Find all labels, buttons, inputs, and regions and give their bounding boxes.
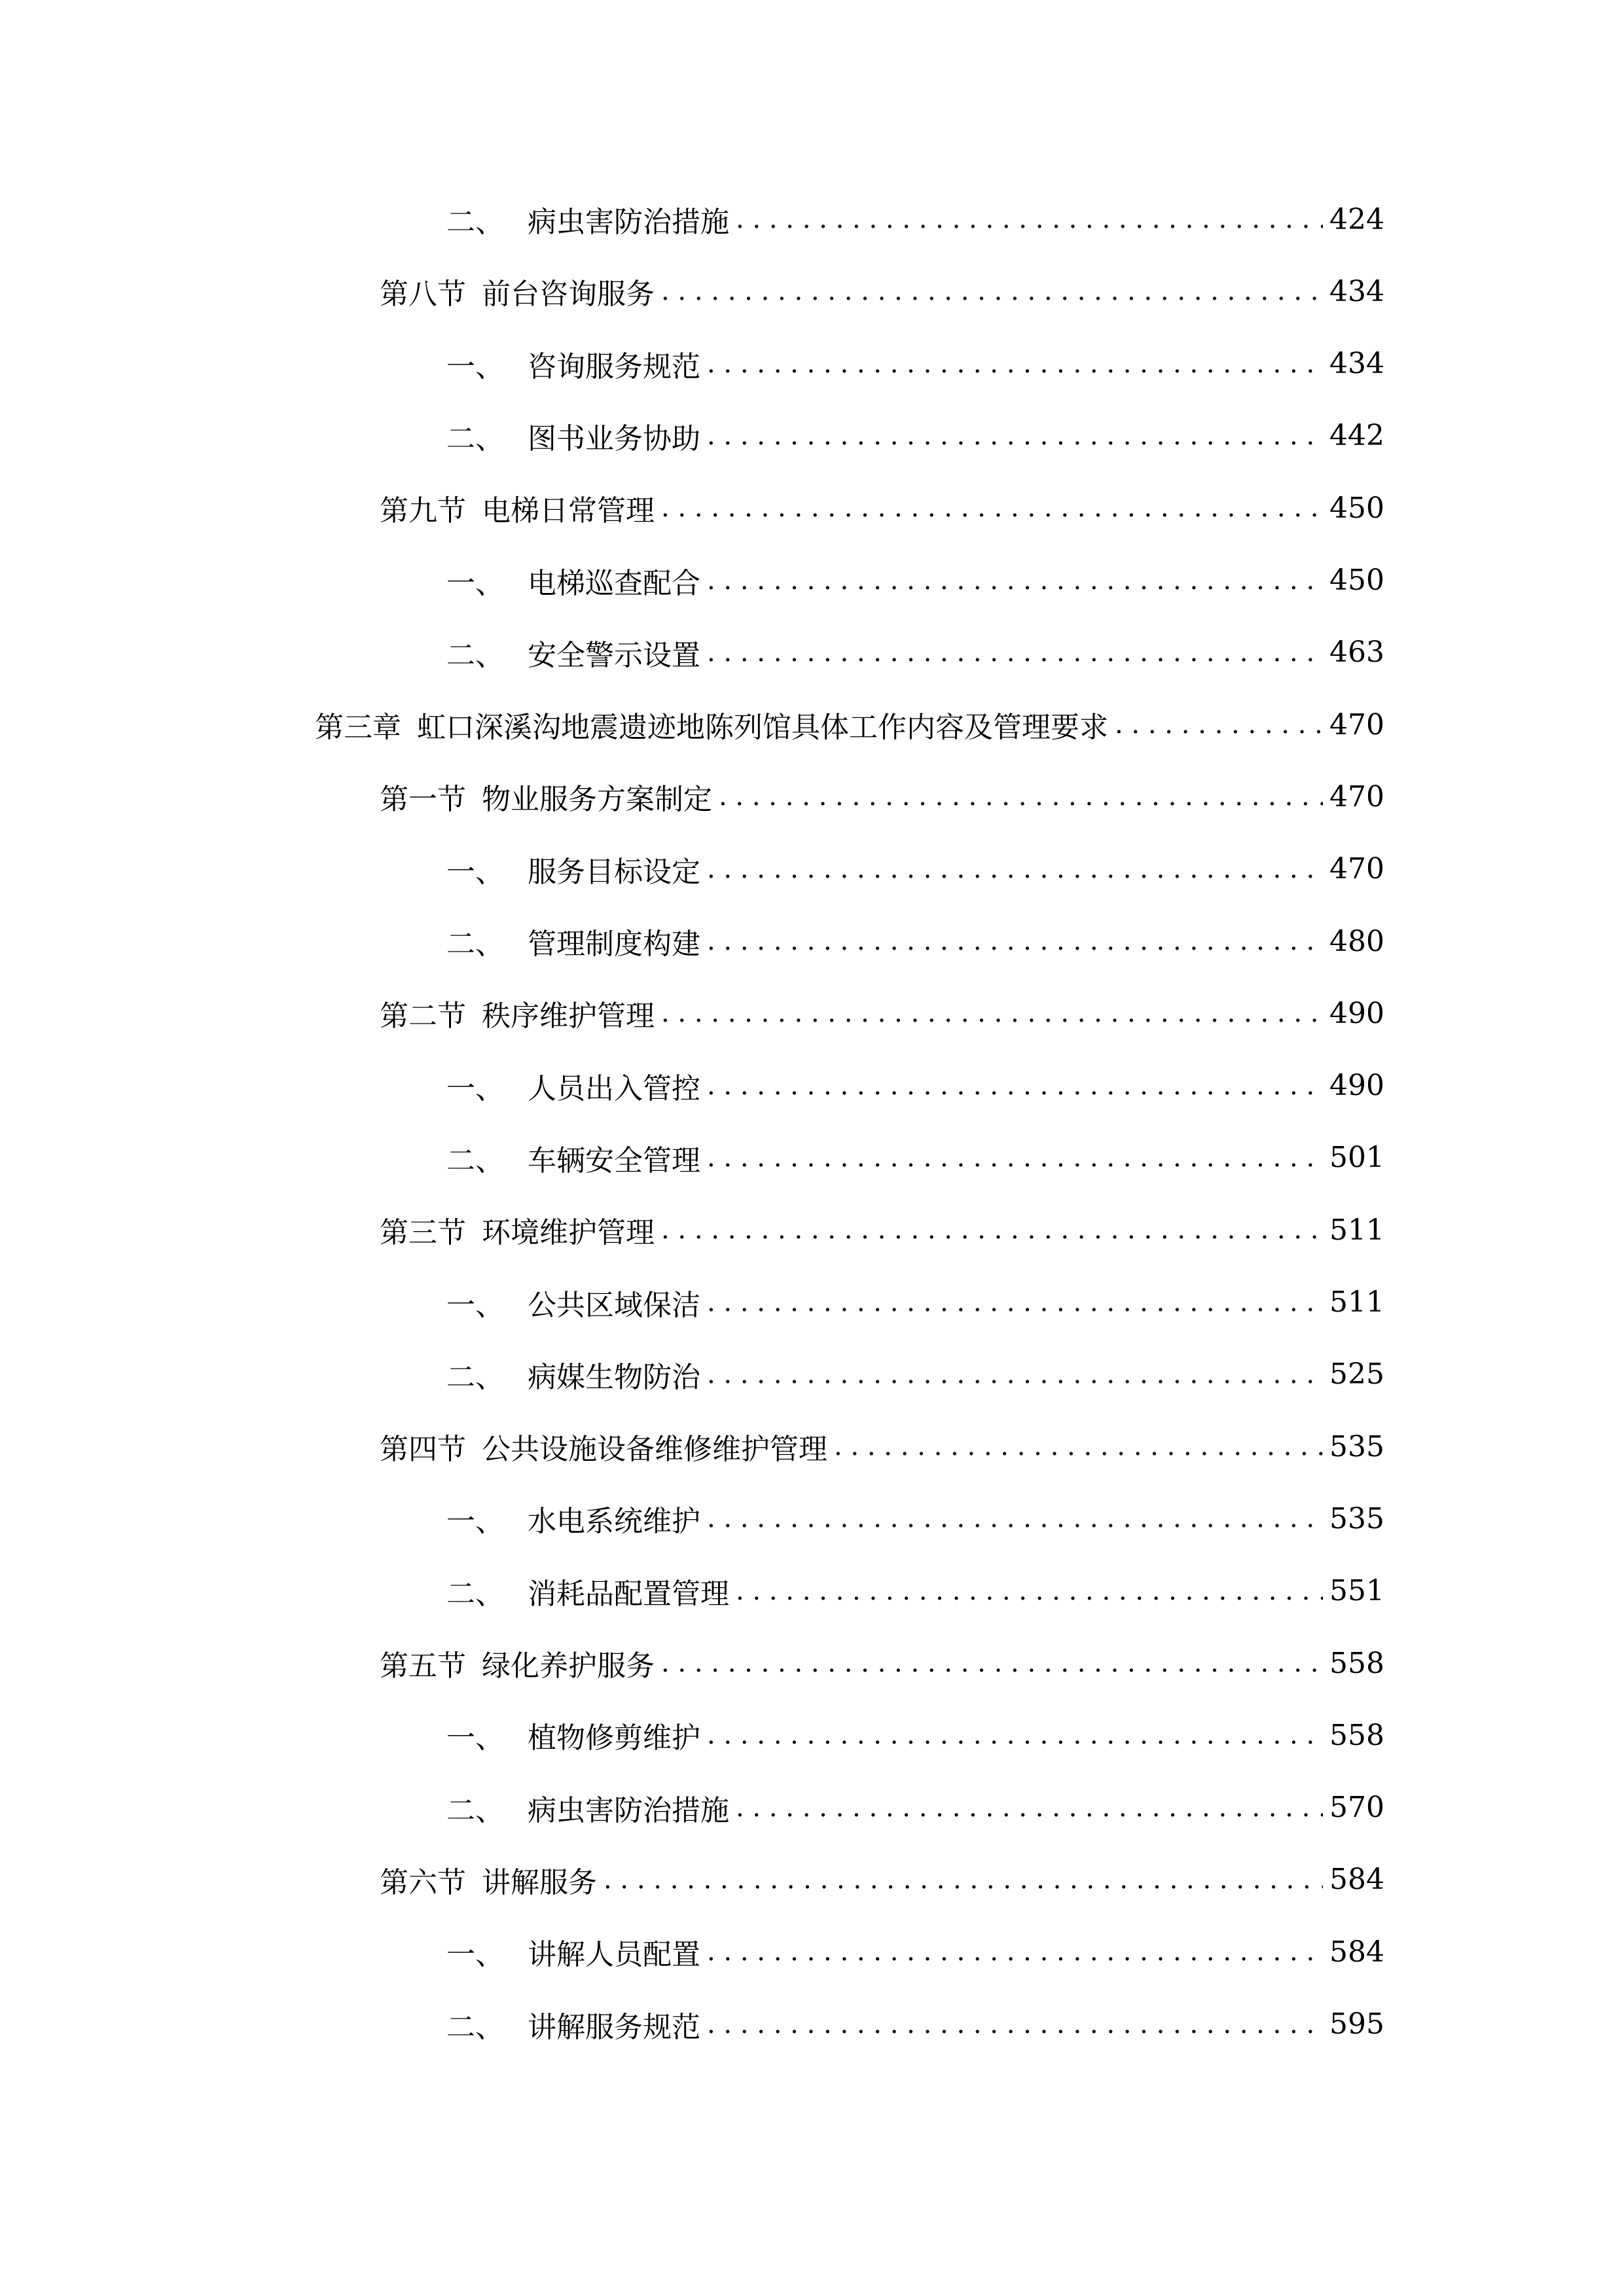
dot-leader bbox=[707, 1503, 1323, 1534]
entry-number: 二、 bbox=[446, 1793, 504, 1827]
entry-number: 一、 bbox=[446, 1071, 504, 1105]
toc-subsection-entry[interactable] bbox=[446, 1280, 1384, 1325]
entry-title: 安全警示设置 bbox=[528, 638, 700, 672]
toc-subsection-entry[interactable] bbox=[446, 413, 1384, 459]
toc-section-entry[interactable] bbox=[380, 268, 1384, 314]
dot-leader bbox=[719, 781, 1323, 812]
entry-number: 二、 bbox=[446, 206, 504, 239]
toc-chapter-entry[interactable] bbox=[315, 702, 1384, 747]
entry-number: 一、 bbox=[446, 855, 504, 889]
dot-leader bbox=[707, 1071, 1323, 1101]
entry-title: 人员出入管控 bbox=[528, 1071, 700, 1105]
dot-leader bbox=[661, 1648, 1323, 1678]
entry-page-number: 470 bbox=[1329, 780, 1384, 814]
entry-title: 电梯巡查配合 bbox=[528, 566, 700, 600]
entry-title: 咨询服务规范 bbox=[528, 350, 700, 384]
entry-title: 病媒生物防治 bbox=[528, 1360, 700, 1394]
entry-number: 一、 bbox=[446, 1721, 504, 1755]
entry-page-number: 535 bbox=[1329, 1429, 1384, 1463]
entry-page-number: 584 bbox=[1329, 1935, 1384, 1969]
entry-page-number: 490 bbox=[1329, 996, 1384, 1030]
entry-title: 前台咨询服务 bbox=[482, 278, 655, 312]
dot-leader bbox=[707, 565, 1323, 596]
toc-subsection-entry[interactable] bbox=[446, 196, 1384, 242]
dot-leader bbox=[707, 1143, 1323, 1173]
entry-title: 绿化养护服务 bbox=[482, 1649, 655, 1683]
entry-number: 第三章 bbox=[315, 711, 401, 745]
toc-section-entry[interactable] bbox=[380, 990, 1384, 1036]
entry-title: 病虫害防治措施 bbox=[528, 206, 729, 239]
entry-page-number: 551 bbox=[1329, 1574, 1384, 1608]
entry-page-number: 501 bbox=[1329, 1141, 1384, 1175]
entry-page-number: 584 bbox=[1329, 1863, 1384, 1897]
entry-title: 讲解服务 bbox=[482, 1865, 597, 1899]
toc-subsection-entry[interactable] bbox=[446, 341, 1384, 387]
entry-title: 管理制度构建 bbox=[528, 927, 700, 961]
dot-leader bbox=[707, 421, 1323, 451]
toc-section-entry[interactable] bbox=[380, 1207, 1384, 1253]
entry-number: 第八节 bbox=[380, 278, 466, 312]
entry-number: 第五节 bbox=[380, 1649, 466, 1683]
entry-page-number: 463 bbox=[1329, 636, 1384, 670]
entry-number: 一、 bbox=[446, 1938, 504, 1972]
entry-page-number: 595 bbox=[1329, 2007, 1384, 2041]
dot-leader bbox=[736, 1793, 1323, 1823]
entry-page-number: 490 bbox=[1329, 1069, 1384, 1103]
toc-subsection-entry[interactable] bbox=[446, 1352, 1384, 1397]
entry-page-number: 558 bbox=[1329, 1646, 1384, 1680]
entry-number: 一、 bbox=[446, 350, 504, 384]
toc-subsection-entry[interactable] bbox=[446, 846, 1384, 892]
entry-page-number: 558 bbox=[1329, 1718, 1384, 1752]
entry-title: 消耗品配置管理 bbox=[528, 1577, 729, 1611]
dot-leader bbox=[661, 276, 1323, 306]
dot-leader bbox=[736, 204, 1323, 234]
entry-title: 服务目标设定 bbox=[528, 855, 700, 889]
entry-page-number: 450 bbox=[1329, 564, 1384, 597]
entry-title: 环境维护管理 bbox=[482, 1216, 655, 1250]
entry-page-number: 511 bbox=[1329, 1213, 1384, 1247]
entry-page-number: 525 bbox=[1329, 1357, 1384, 1391]
dot-leader bbox=[834, 1431, 1323, 1462]
toc-section-entry[interactable] bbox=[380, 1857, 1384, 1903]
entry-number: 一、 bbox=[446, 566, 504, 600]
entry-title: 图书业务协助 bbox=[528, 422, 700, 456]
entry-title: 病虫害防治措施 bbox=[528, 1793, 729, 1827]
dot-leader bbox=[707, 926, 1323, 956]
entry-number: 二、 bbox=[446, 422, 504, 456]
toc-subsection-entry[interactable] bbox=[446, 1929, 1384, 1975]
entry-page-number: 434 bbox=[1329, 274, 1384, 308]
dot-leader bbox=[707, 637, 1323, 668]
entry-number: 第六节 bbox=[380, 1865, 466, 1899]
entry-title: 讲解服务规范 bbox=[528, 2010, 700, 2044]
entry-page-number: 442 bbox=[1329, 419, 1384, 453]
dot-leader bbox=[707, 854, 1323, 884]
entry-title: 秩序维护管理 bbox=[482, 999, 655, 1033]
toc-subsection-entry[interactable] bbox=[446, 1063, 1384, 1109]
dot-leader bbox=[707, 349, 1323, 379]
entry-page-number: 511 bbox=[1329, 1285, 1384, 1319]
dot-leader bbox=[707, 2009, 1323, 2039]
toc-subsection-entry[interactable] bbox=[446, 1712, 1384, 1758]
entry-number: 二、 bbox=[446, 1143, 504, 1177]
entry-title: 物业服务方案制定 bbox=[482, 783, 712, 817]
entry-number: 一、 bbox=[446, 1288, 504, 1322]
entry-page-number: 470 bbox=[1329, 852, 1384, 886]
entry-title: 车辆安全管理 bbox=[528, 1143, 700, 1177]
entry-page-number: 470 bbox=[1329, 708, 1384, 742]
entry-number: 二、 bbox=[446, 638, 504, 672]
entry-number: 第一节 bbox=[380, 783, 466, 817]
entry-page-number: 424 bbox=[1329, 202, 1384, 236]
entry-page-number: 480 bbox=[1329, 924, 1384, 958]
toc-section-entry[interactable] bbox=[380, 1424, 1384, 1469]
dot-leader bbox=[707, 1359, 1323, 1390]
entry-number: 一、 bbox=[446, 1505, 504, 1539]
toc-subsection-entry[interactable] bbox=[446, 1785, 1384, 1831]
entry-page-number: 535 bbox=[1329, 1501, 1384, 1535]
toc-section-entry[interactable] bbox=[380, 1640, 1384, 1686]
toc-subsection-entry[interactable] bbox=[446, 2001, 1384, 2047]
dot-leader bbox=[1115, 709, 1323, 740]
entry-title: 水电系统维护 bbox=[528, 1505, 700, 1539]
toc-subsection-entry[interactable] bbox=[446, 918, 1384, 964]
entry-title: 公共区域保洁 bbox=[528, 1288, 700, 1322]
dot-leader bbox=[736, 1576, 1323, 1606]
dot-leader bbox=[707, 1937, 1323, 1967]
toc-subsection-entry[interactable] bbox=[446, 630, 1384, 675]
entry-number: 第九节 bbox=[380, 494, 466, 528]
entry-title: 电梯日常管理 bbox=[482, 494, 655, 528]
dot-leader bbox=[604, 1865, 1323, 1895]
dot-leader bbox=[661, 998, 1323, 1028]
dot-leader bbox=[707, 1720, 1323, 1750]
toc-section-entry[interactable] bbox=[380, 485, 1384, 531]
toc-subsection-entry[interactable] bbox=[446, 558, 1384, 603]
entry-number: 第三节 bbox=[380, 1216, 466, 1250]
dot-leader bbox=[661, 493, 1323, 523]
entry-title: 植物修剪维护 bbox=[528, 1721, 700, 1755]
entry-page-number: 450 bbox=[1329, 491, 1384, 525]
dot-leader bbox=[661, 1215, 1323, 1245]
toc-subsection-entry[interactable] bbox=[446, 1496, 1384, 1541]
toc-subsection-entry[interactable] bbox=[446, 1135, 1384, 1181]
dot-leader bbox=[707, 1287, 1323, 1318]
entry-page-number: 570 bbox=[1329, 1791, 1384, 1825]
entry-number: 二、 bbox=[446, 1577, 504, 1611]
entry-number: 二、 bbox=[446, 1360, 504, 1394]
entry-title: 公共设施设备维修维护管理 bbox=[482, 1433, 827, 1467]
entry-number: 二、 bbox=[446, 927, 504, 961]
toc-section-entry[interactable] bbox=[380, 774, 1384, 819]
entry-page-number: 434 bbox=[1329, 347, 1384, 381]
entry-number: 二、 bbox=[446, 2010, 504, 2044]
toc-subsection-entry[interactable] bbox=[446, 1568, 1384, 1614]
entry-title: 虹口深溪沟地震遗迹地陈列馆具体工作内容及管理要求 bbox=[417, 711, 1108, 745]
entry-title: 讲解人员配置 bbox=[528, 1938, 700, 1972]
entry-number: 第四节 bbox=[380, 1433, 466, 1467]
entry-number: 第二节 bbox=[380, 999, 466, 1033]
